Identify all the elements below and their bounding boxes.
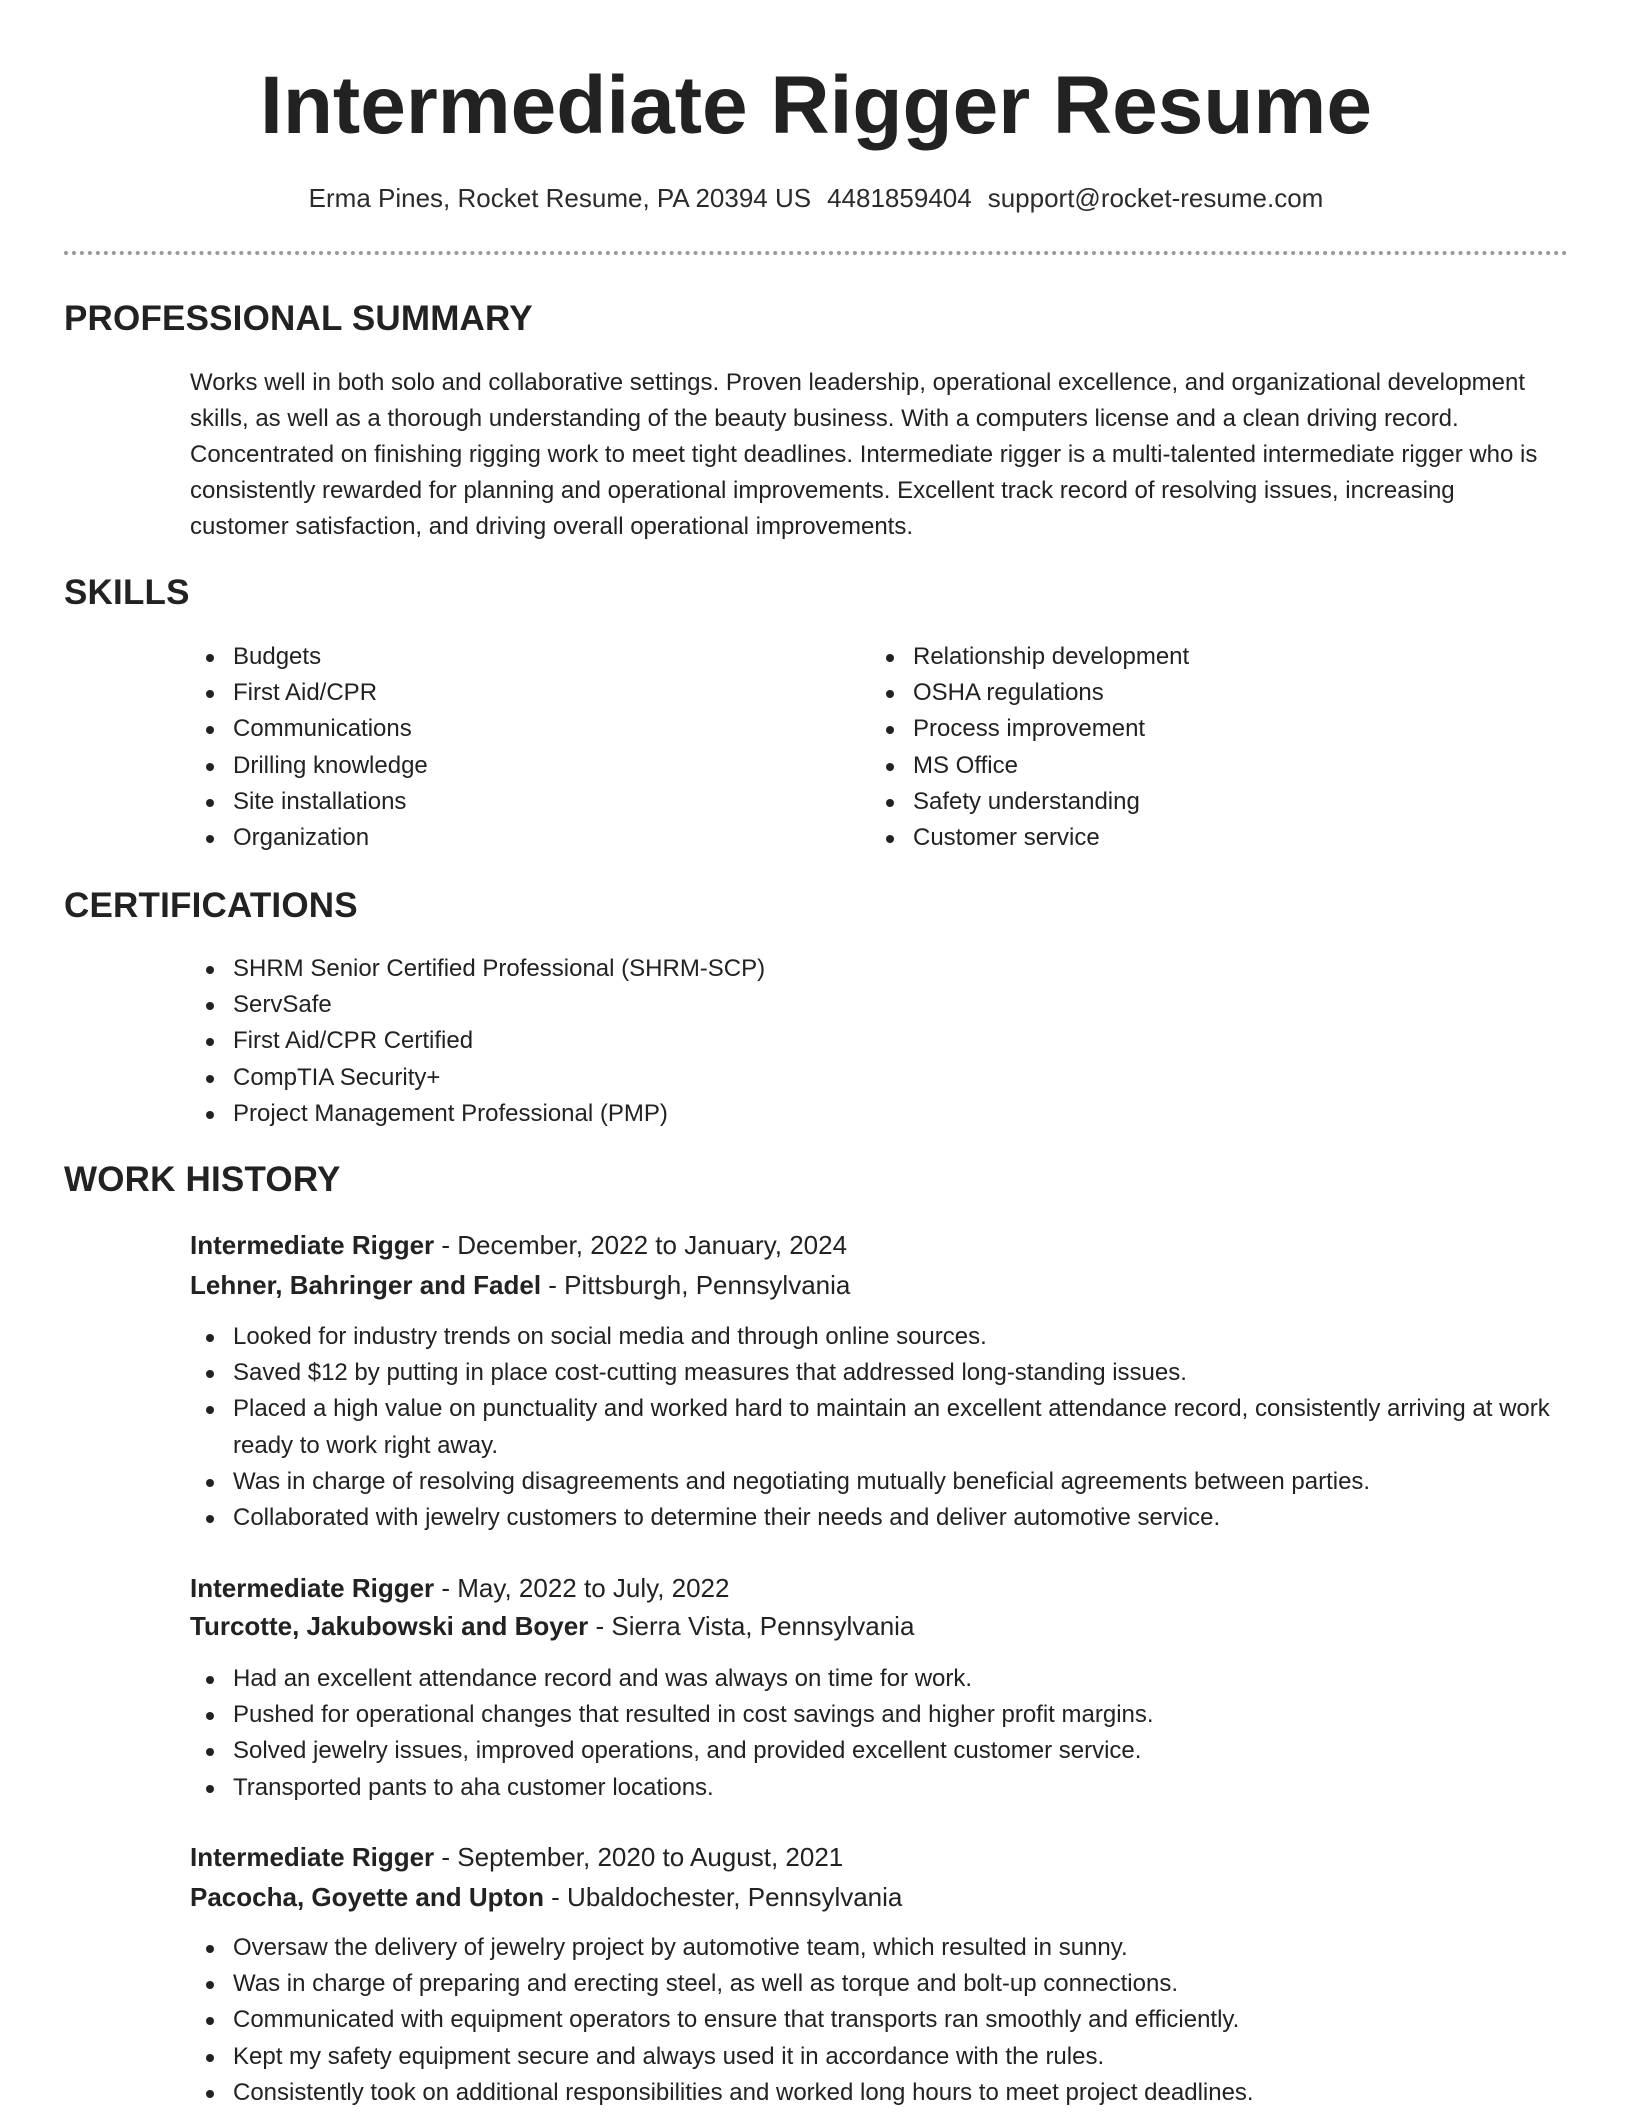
skill-item: Organization <box>190 820 810 856</box>
job-company: Pacocha, Goyette and Upton <box>190 1882 544 1912</box>
job-bullet: Consistently took on additional responsibilities and worked long hours to meet project deadlines. <box>190 2075 1570 2111</box>
summary-heading: PROFESSIONAL SUMMARY <box>64 299 533 338</box>
certification-item: Project Management Professional (PMP) <box>190 1096 1490 1132</box>
skills-heading: SKILLS <box>64 573 190 612</box>
job-bullet: Kept my safety equipment secure and always used it in accordance with the rules. <box>190 2039 1570 2075</box>
job-bullets <box>190 1930 1570 2111</box>
contact-email[interactable]: support@rocket-resume.com <box>987 183 1324 213</box>
skill-item: OSHA regulations <box>870 675 1490 711</box>
job-dates: - September, 2020 to August, 2021 <box>434 1842 844 1872</box>
job-company-line <box>190 1606 914 1646</box>
job-bullet: Transported pants to aha customer locations. <box>190 1770 1570 1806</box>
certifications-heading: CERTIFICATIONS <box>64 886 358 925</box>
job-bullets <box>190 1661 1570 1806</box>
summary-text: Works well in both solo and collaborative settings. Proven leadership, operational excellence, and organizational development skills, as well as a thorough understanding of the beauty business. With a computers license and a clean driving record. Concentrated on finishing rigging work to meet tight deadlines. Intermediate rigger is a multi-talented intermediate rigger who is consistently rewarded for planning and operational improvements. Excellent track record of resolving issues, increasing customer satisfaction, and driving overall operational improvements. <box>190 369 1538 540</box>
contact-address: Erma Pines, Rocket Resume, PA 20394 US <box>308 183 812 213</box>
job-bullet: Had an excellent attendance record and was always on time for work. <box>190 1661 1570 1697</box>
skill-item: Relationship development <box>870 639 1490 675</box>
certification-item: CompTIA Security+ <box>190 1060 1490 1096</box>
skill-item: Safety understanding <box>870 784 1490 820</box>
job-bullet: Was in charge of preparing and erecting steel, as well as torque and bolt-up connections. <box>190 1966 1570 2002</box>
skills-list-right <box>870 639 1490 856</box>
skill-item: Customer service <box>870 820 1490 856</box>
job-dates: - December, 2022 to January, 2024 <box>434 1230 848 1260</box>
job-company: Lehner, Bahringer and Fadel <box>190 1270 542 1300</box>
work-history-heading: WORK HISTORY <box>64 1160 341 1199</box>
job-company: Turcotte, Jakubowski and Boyer <box>190 1611 589 1641</box>
contact-phone: 4481859404 <box>827 183 972 213</box>
job-title: Intermediate Rigger <box>190 1230 435 1260</box>
job-bullet: Was in charge of resolving disagreements and negotiating mutually beneficial agreements between parties. <box>190 1464 1570 1500</box>
job-company-line <box>190 1265 850 1305</box>
skill-item: Process improvement <box>870 711 1490 747</box>
job-title-line <box>190 1225 847 1265</box>
job-title-line <box>190 1568 729 1608</box>
skills-list-left <box>190 639 810 856</box>
job-bullet: Solved jewelry issues, improved operations, and provided excellent customer service. <box>190 1733 1570 1769</box>
certifications-list <box>190 951 1490 1132</box>
contact-line <box>0 180 1632 216</box>
job-title-line <box>190 1837 843 1877</box>
header-divider <box>64 251 1568 255</box>
job-location: - Ubaldochester, Pennsylvania <box>543 1882 903 1912</box>
job-title: Intermediate Rigger <box>190 1842 435 1872</box>
job-dates: - May, 2022 to July, 2022 <box>434 1573 730 1603</box>
job-bullet: Placed a high value on punctuality and worked hard to maintain an excellent attendance record, consistently arriving at work ready to work right away. <box>190 1391 1570 1463</box>
certification-item: First Aid/CPR Certified <box>190 1023 1490 1059</box>
job-company-line <box>190 1877 902 1917</box>
skill-item: Site installations <box>190 784 810 820</box>
certification-item: SHRM Senior Certified Professional (SHRM-SCP) <box>190 951 1490 987</box>
skill-item: Communications <box>190 711 810 747</box>
page-title: Intermediate Rigger Resume <box>260 60 1372 151</box>
job-bullet: Saved $12 by putting in place cost-cutting measures that addressed long-standing issues. <box>190 1355 1570 1391</box>
skill-item: Drilling knowledge <box>190 748 810 784</box>
job-bullet: Looked for industry trends on social media and through online sources. <box>190 1319 1570 1355</box>
job-title: Intermediate Rigger <box>190 1573 435 1603</box>
certification-item: ServSafe <box>190 987 1490 1023</box>
job-bullet: Communicated with equipment operators to ensure that transports ran smoothly and efficiently. <box>190 2002 1570 2038</box>
job-location: - Pittsburgh, Pennsylvania <box>541 1270 851 1300</box>
job-bullet: Collaborated with jewelry customers to determine their needs and deliver automotive service. <box>190 1500 1570 1536</box>
skill-item: Budgets <box>190 639 810 675</box>
job-bullet: Pushed for operational changes that resulted in cost savings and higher profit margins. <box>190 1697 1570 1733</box>
job-bullet: Oversaw the delivery of jewelry project by automotive team, which resulted in sunny. <box>190 1930 1570 1966</box>
skill-item: MS Office <box>870 748 1490 784</box>
skill-item: First Aid/CPR <box>190 675 810 711</box>
job-bullets <box>190 1319 1570 1536</box>
job-location: - Sierra Vista, Pennsylvania <box>588 1611 915 1641</box>
